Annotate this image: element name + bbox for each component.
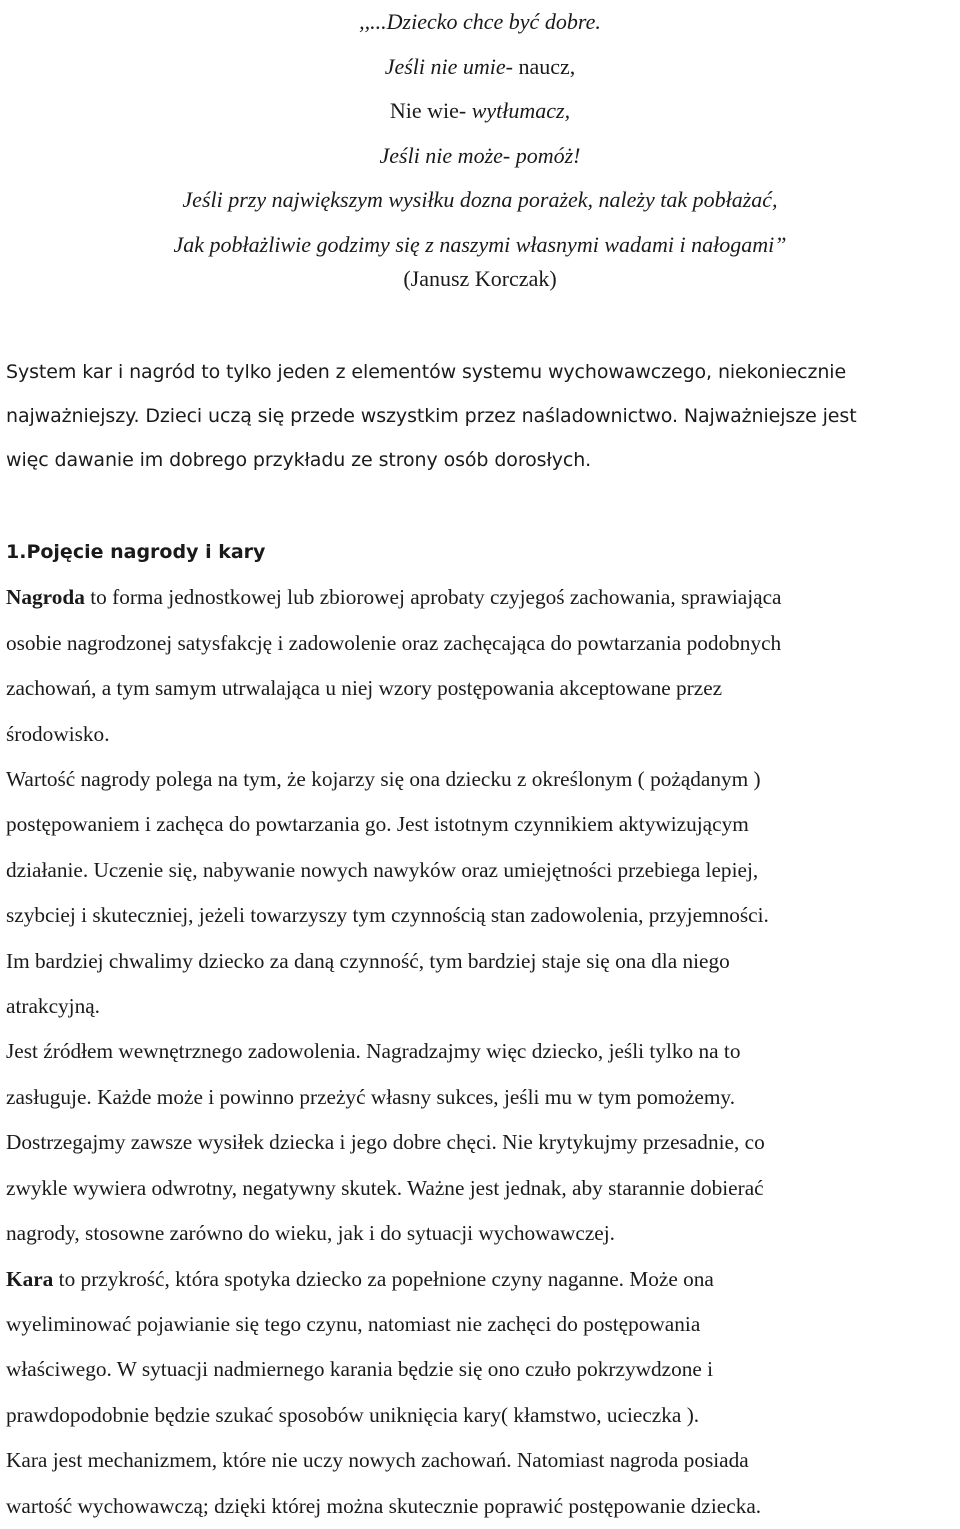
text-line bbox=[6, 575, 956, 620]
text-line: nagrody, stosowne zarówno do wieku, jak i do sytuacji wychowawczej. bbox=[6, 1221, 615, 1246]
quote-text-upright: naucz, bbox=[518, 53, 576, 79]
line-text: to przykrość, która spotyka dziecko za popełnione czyny naganne. Może ona bbox=[53, 1266, 714, 1291]
quote-line bbox=[0, 45, 960, 90]
line-text: to forma jednostkowej lub zbiorowej aprobaty czyjegoś zachowania, sprawiająca bbox=[84, 585, 782, 610]
quote-line: Jeśli nie może- pomóż! bbox=[379, 142, 581, 168]
text-line: Jest źródłem wewnętrznego zadowolenia. Nagradzajmy więc dziecko, jeśli tylko na to bbox=[6, 1039, 741, 1064]
quote-author: (Janusz Korczak) bbox=[403, 266, 557, 291]
quote-text-italic: Jeśli nie umie- bbox=[384, 53, 519, 79]
intro-paragraph bbox=[6, 350, 956, 482]
korczak-quote bbox=[0, 0, 960, 268]
section-heading: 1.Pojęcie nagrody i kary bbox=[6, 541, 266, 563]
term-nagroda: Nagroda bbox=[6, 585, 85, 610]
quote-line: Jeśli przy największym wysiłku dozna porażek, należy tak pobłażać, bbox=[182, 187, 778, 213]
text-line: Kara jest mechanizmem, które nie uczy nowych zachowań. Natomiast nagroda posiada bbox=[6, 1448, 749, 1473]
quote-line bbox=[0, 89, 960, 134]
text-line: Dostrzegajmy zawsze wysiłek dziecka i jego dobre chęci. Nie krytykujmy przesadnie, co bbox=[6, 1130, 765, 1155]
text-line: Im bardziej chwalimy dziecko za daną czynność, tym bardziej staje się ona dla niego bbox=[6, 948, 730, 973]
section-body bbox=[6, 530, 956, 1529]
text-line: działanie. Uczenie się, nabywanie nowych nawyków oraz umiejętności przebiega lepiej, bbox=[6, 857, 759, 882]
quote-line: ,,...Dziecko chce być dobre. bbox=[359, 9, 601, 34]
text-line: Wartość nagrody polega na tym, że kojarzy się ona dziecku z określonym ( pożądanym ) bbox=[6, 767, 761, 792]
text-line: prawdopodobnie będzie szukać sposobów uniknięcia kary( kłamstwo, ucieczka ). bbox=[6, 1402, 700, 1427]
text-line: atrakcyjną. bbox=[6, 994, 101, 1019]
text-line: właściwego. W sytuacji nadmiernego karania będzie się ono czuło pokrzywdzone i bbox=[6, 1357, 714, 1382]
text-line: szybciej i skuteczniej, jeżeli towarzyszy tym czynnością stan zadowolenia, przyjemności. bbox=[6, 903, 769, 928]
text-line: najważniejszy. Dzieci uczą się przede wszystkim przez naśladownictwo. Najważniejsze jest bbox=[6, 405, 857, 427]
text-line: wartość wychowawczą; dzięki której można skutecznie poprawić postępowanie dziecka. bbox=[6, 1493, 762, 1518]
text-line: środowisko. bbox=[6, 721, 110, 746]
text-line: zasługuje. Każde może i powinno przeżyć własny sukces, jeśli mu w tym pomożemy. bbox=[6, 1084, 736, 1109]
text-line: System kar i nagród to tylko jeden z elementów systemu wychowawczego, niekoniecznie bbox=[6, 361, 847, 383]
quote-text-upright: Nie wie- bbox=[389, 98, 472, 124]
text-line bbox=[6, 1257, 956, 1302]
text-line: postępowaniem i zachęca do powtarzania go. Jest istotnym czynnikiem aktywizującym bbox=[6, 812, 749, 837]
text-line: zwykle wywiera odwrotny, negatywny skutek. Ważne jest jednak, aby starannie dobierać bbox=[6, 1175, 764, 1200]
text-line: zachowań, a tym samym utrwalająca u niej wzory postępowania akceptowane przez bbox=[6, 676, 723, 701]
quote-text-italic: wytłumacz, bbox=[471, 98, 571, 124]
text-line: wyeliminować pojawianie się tego czynu, natomiast nie zachęci do postępowania bbox=[6, 1311, 701, 1336]
text-line: więc dawanie im dobrego przykładu ze strony osób dorosłych. bbox=[6, 449, 592, 471]
term-kara: Kara bbox=[6, 1266, 54, 1291]
quote-line: Jak pobłażliwie godzimy się z naszymi własnymi wadami i nałogami” bbox=[173, 231, 787, 257]
text-line: osobie nagrodzonej satysfakcję i zadowolenie oraz zachęcająca do powtarzania podobnych bbox=[6, 630, 782, 655]
